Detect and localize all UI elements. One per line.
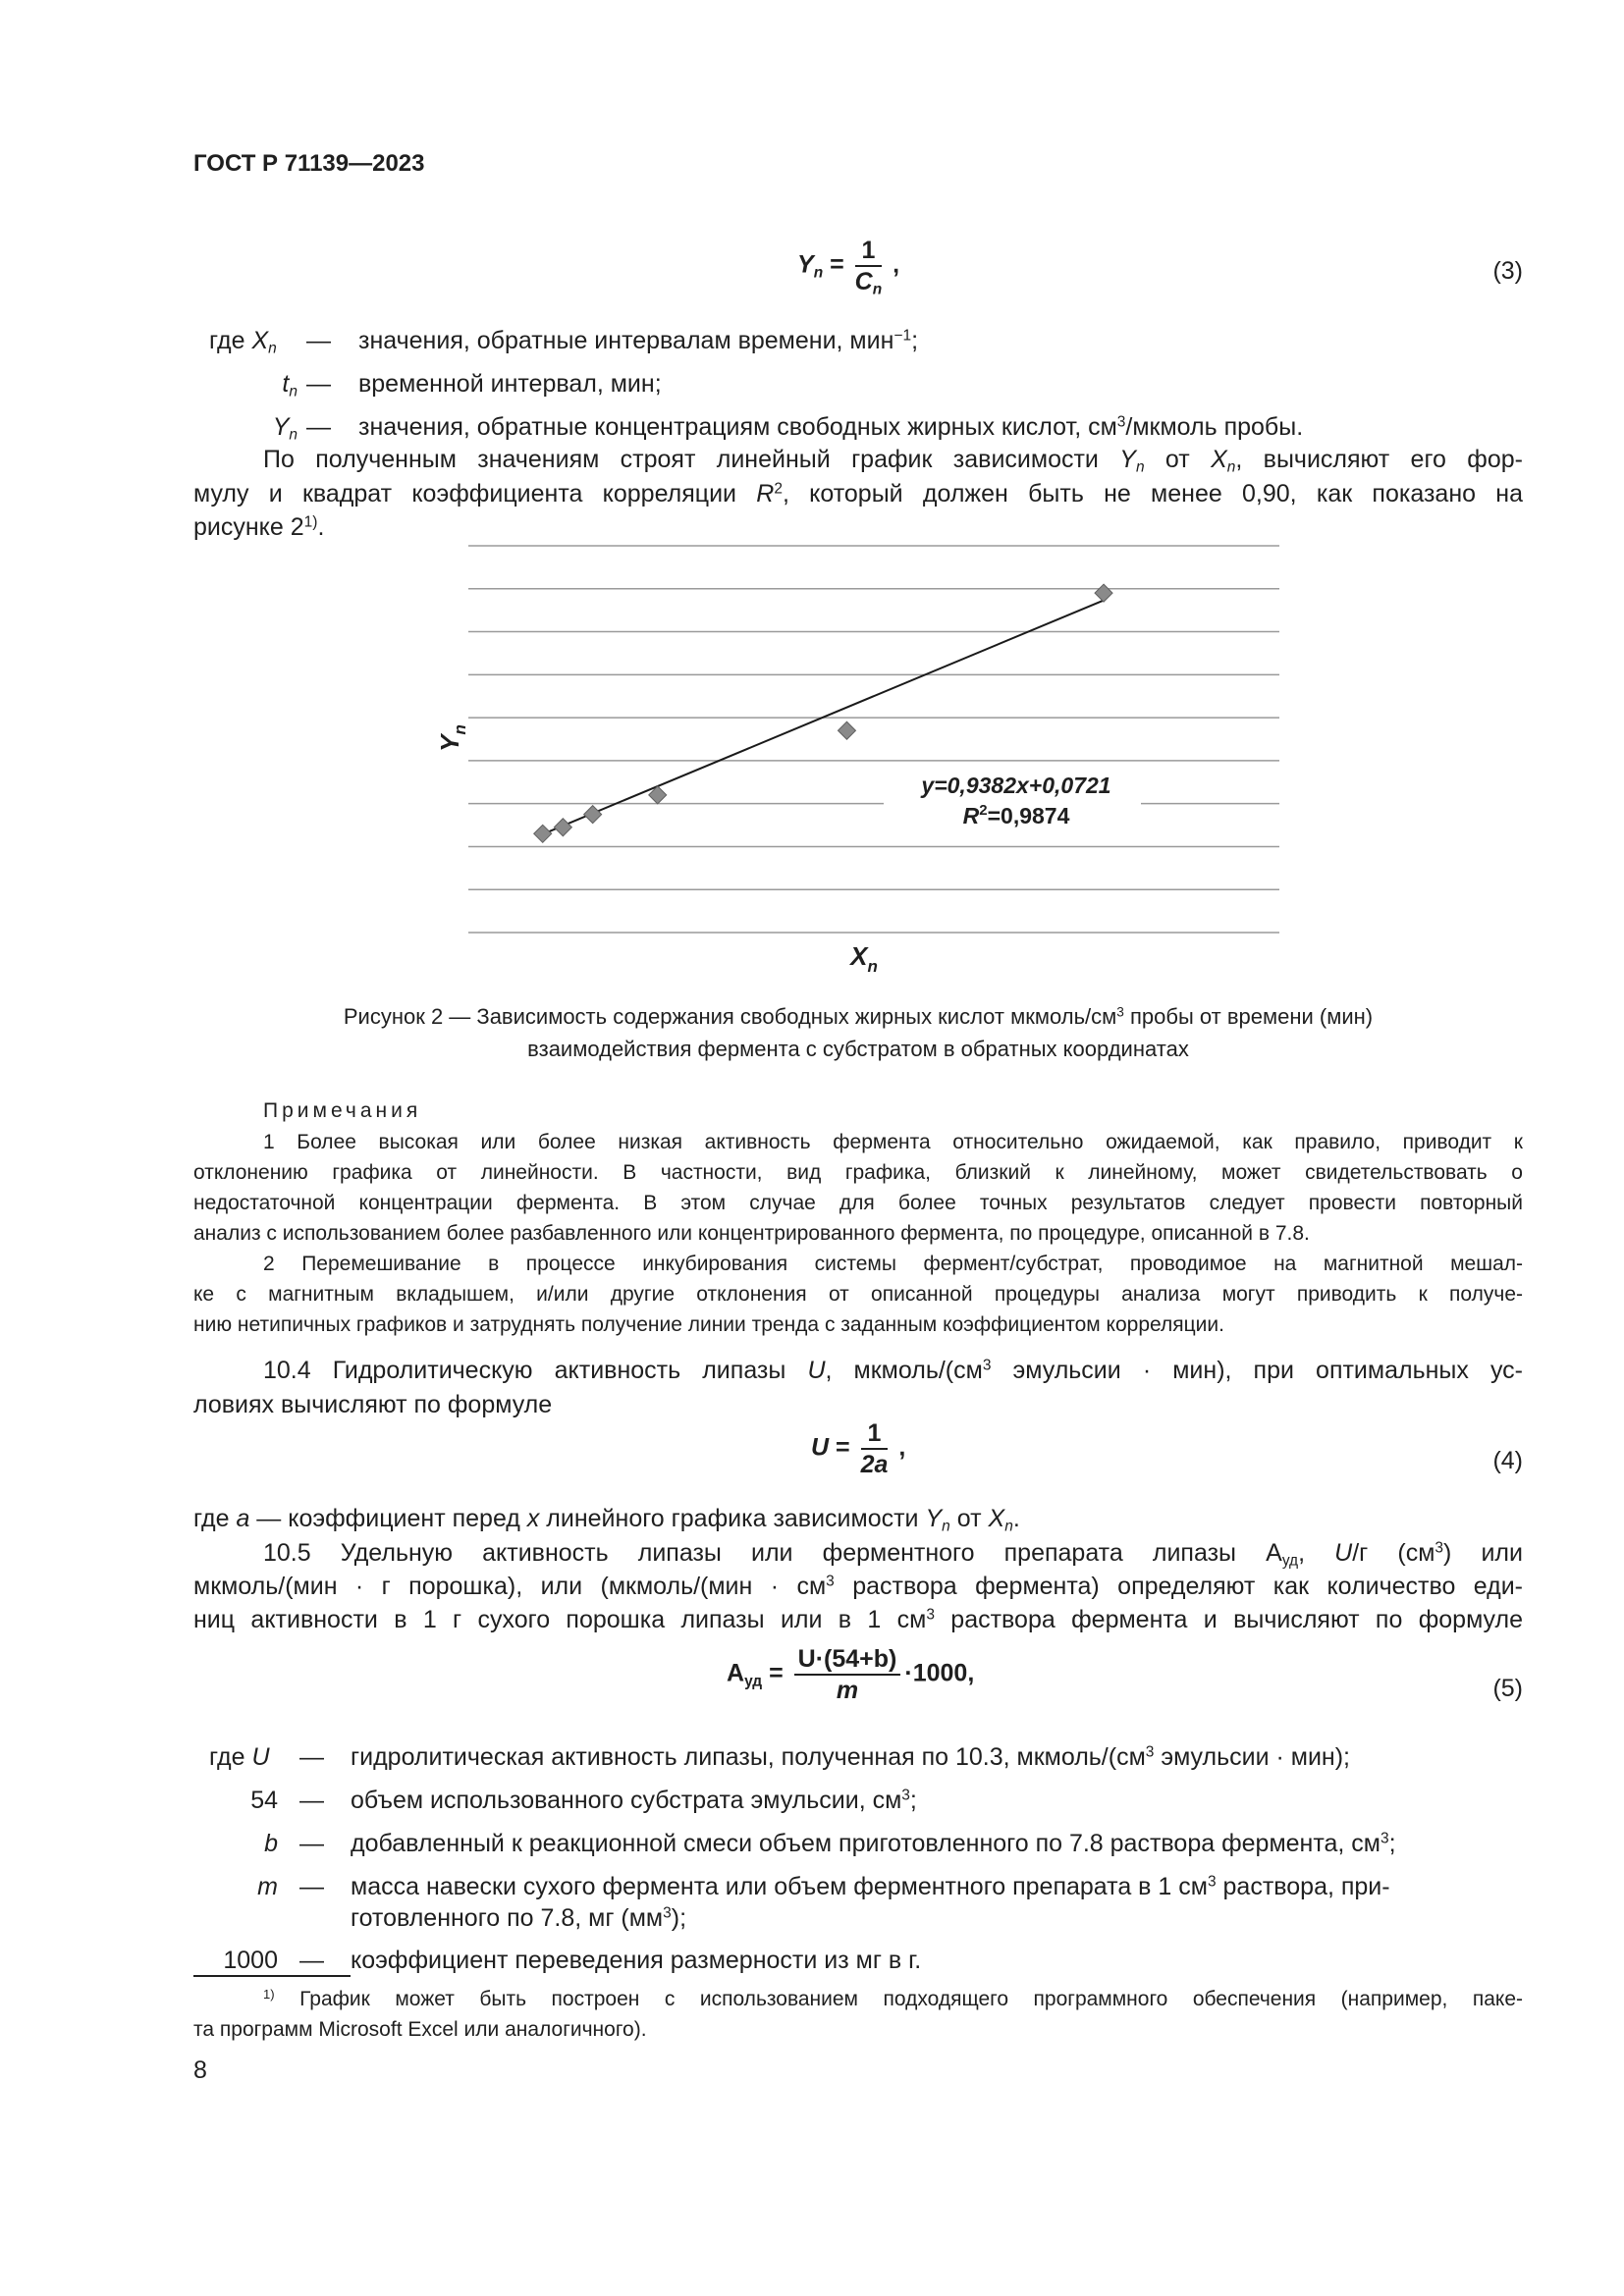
para1-line3: рисунке 2$^{1)}$. [193,513,325,541]
footnote-rule [193,1975,351,1977]
chart-gridlines [468,546,1279,933]
para1-line2: мулу и квадрат коэффициента корреляции $R^2$, который должен быть не менее 0,90, как показано на [193,480,1523,507]
eq3-fraction: $\frac{1}{C_n}$ [854,237,883,298]
figure-caption-line1: Рисунок 2 — Зависимость содержания свободных жирных кислот мкмоль/$см^3$ пробы от времени (мин) [343,1004,1374,1029]
scatter-chart [0,0,1624,991]
eq4-fraction: $\frac{1}{2a}$ [860,1419,889,1478]
equation-5: $А_{уд}$ = $\frac{U\cdot(54+b)}{m}$ ·1000, [727,1645,975,1704]
where-a-line: где a — коэффициент перед x линейного графика зависимости $Y_n$ от $X_n$. [193,1505,1020,1535]
trendline-r2: $R^2=0,9874$ [962,802,1070,828]
document-header: ГОСТ Р 71139—2023 [193,150,425,177]
para1-line1: По полученным значениям строят линейный график зависимости $Y_n$ от $X_n$, вычисляют его фор- [263,446,1523,476]
data-point-marker [584,806,602,824]
para-10-5-line3: ниц активности в 1 г сухого порошка липазы или в 1 $см^3$ раствора фермента и вычисляют по формуле [193,1606,1523,1633]
page-number: 8 [193,2056,207,2084]
eq3-lhs: Y [797,250,814,279]
note2-line3: нию нетипичных графиков и затруднять получение линии тренда с заданным коэффициентом корреляции. [193,1313,1224,1336]
note2-line2: ке с магнитным вкладышем, и/или другие отклонения от описанной процедуры анализа могут приводить к получе- [193,1283,1523,1306]
figure-caption-line2: взаимодействия фермента с субстратом в обратных координатах [527,1037,1189,1061]
footnote-line1: $^{1)}$ График может быть построен с использованием подходящего программного обеспечения (например, паке- [263,1986,1523,2010]
y-axis-label: $Y_n$ [435,724,469,752]
data-point-marker [554,819,571,836]
para-10-4-line1: 10.4 Гидролитическую активность липазы U, мкмоль/($см^3$ эмульсии · мин), при оптимальных ус- [263,1357,1524,1384]
data-point-marker [838,721,855,739]
notes-title: Примечания [263,1099,422,1122]
data-point-marker [534,825,552,842]
para-10-5-line2: мкмоль/(мин · г порошка), или (мкмоль/(мин · $см^3$ раствора фермента) определяют как количество еди- [193,1573,1524,1600]
note2-line1: 2 Перемешивание в процессе инкубирования системы фермент/субстрат, проводимое на магнитной мешал- [263,1253,1523,1275]
equation-3-number: (3) [1492,257,1523,285]
note1-line2: отклонению графика от линейности. В частности, вид графика, близкий к линейному, может свидетельствовать о [193,1161,1523,1184]
para-10-4-line2: ловиях вычисляют по формуле [193,1391,553,1418]
equation-4-number: (4) [1492,1447,1523,1474]
footnote-line2: та программ Microsoft Excel или аналогичного). [193,2018,647,2041]
note1-line1: 1 Более высокая или более низкая активность фермента относительно ожидаемой, как правило, приводит к [263,1131,1523,1153]
equation-4: U = $\frac{1}{2a}$ , [811,1419,906,1478]
equation-3: $Y_n$ = $\frac{1}{C_n}$ , [797,237,900,298]
data-point-marker [1095,584,1112,602]
trendline-equation: y=0,9382x+0,0721 [921,773,1111,798]
equation-5-number: (5) [1492,1675,1523,1702]
x-axis-label: $X_n$ [850,941,878,976]
para-10-5-line1: 10.5 Удельную активность липазы или ферментного препарата липазы $А_{уд}$, U/г $(см^3)$ или [263,1539,1523,1570]
eq5-fraction: $\frac{U\cdot(54+b)}{m}$ [794,1644,901,1705]
note1-line3: недостаточной концентрации фермента. В этом случае для более точных результатов следует провести повторный [193,1192,1523,1214]
note1-line4: анализ с использованием более разбавленного или концентрированного фермента, по процедуре, описанной в 7.8. [193,1222,1310,1245]
